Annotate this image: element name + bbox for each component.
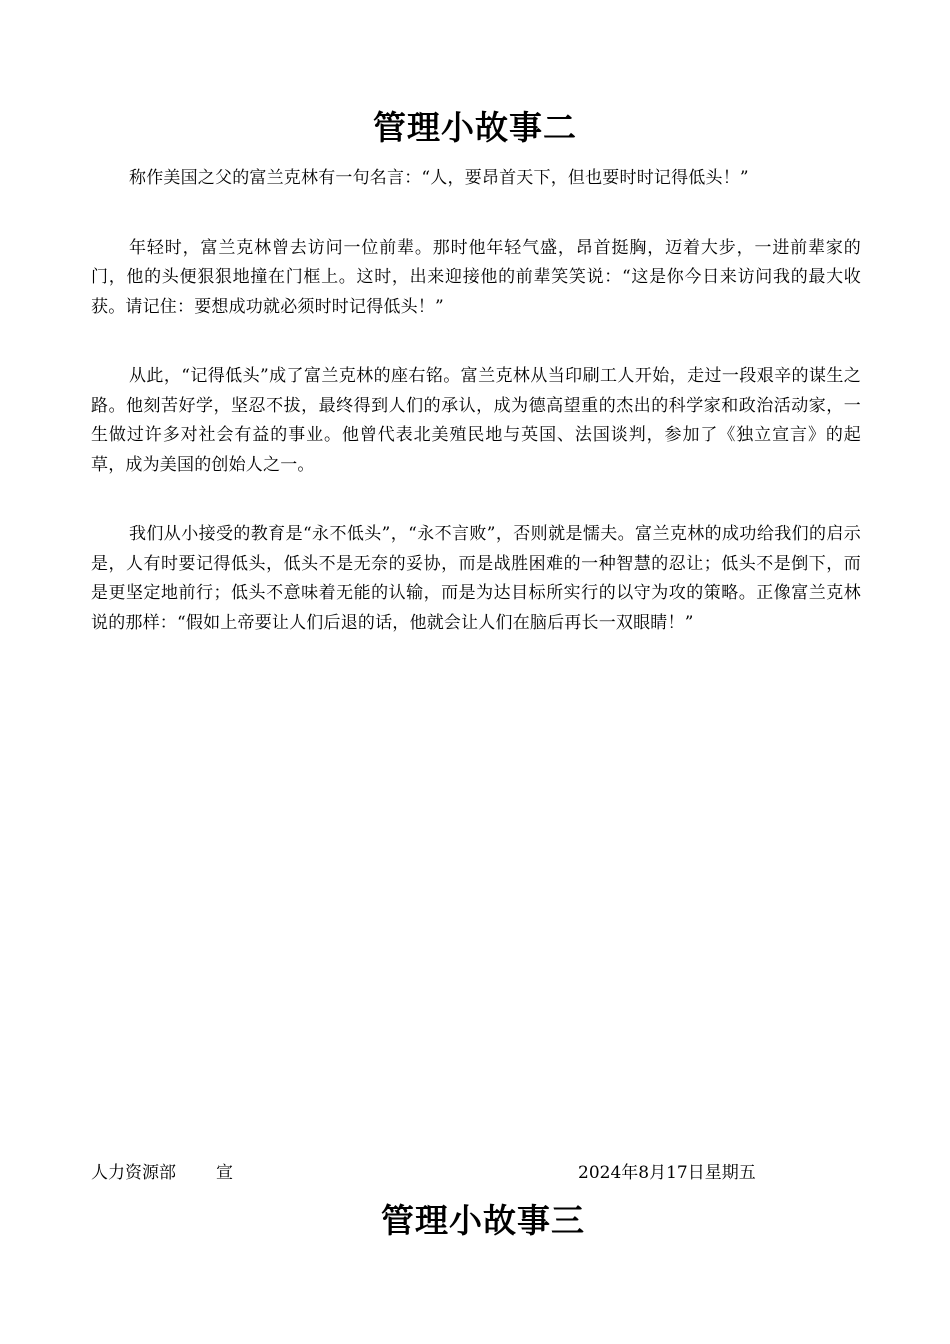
story-body-2 <box>91 164 861 678</box>
paragraph-1: 称作美国之父的富兰克林有一句名言：“人，要昂首天下，但也要时时记得低头！” <box>129 168 749 188</box>
footer-sign: 宣 <box>216 1163 233 1183</box>
story-title-3: 管理小故事三 <box>381 1201 585 1240</box>
paragraph-3: 从此，“记得低头”成了富兰克林的座右铭。富兰克林从当印刷工人开始，走过一段艰辛的谋生之路。他刻苦好学，坚忍不拔，最终得到人们的承认，成为德高望重的杰出的科学家和政治活动家，一生做过许多对社会有益的事业。他曾代表北美殖民地与英国、法国谈判，参加了《独立宣言》的起草，成为美国的创始人之一。 <box>91 366 861 475</box>
paragraph-4: 我们从小接受的教育是“永不低头”，“永不言败”，否则就是懦夫。富兰克林的成功给我们的启示是，人有时要记得低头，低头不是无奈的妥协，而是战胜困难的一种智慧的忍让；低头不是倒下，而是更坚定地前行；低头不意味着无能的认输，而是为达目标所实行的以守为攻的策略。正像富兰克林说的那样：“假如上帝要让人们后退的话，他就会让人们在脑后再长一双眼睛！” <box>91 524 861 633</box>
story-title-2: 管理小故事二 <box>373 108 577 147</box>
footer-date: 2024年8月17日星期五 <box>578 1163 756 1183</box>
page-footer <box>91 1158 861 1182</box>
paragraph-2: 年轻时，富兰克林曾去访问一位前辈。那时他年轻气盛，昂首挺胸，迈着大步，一进前辈家的门，他的头便狠狠地撞在门框上。这时，出来迎接他的前辈笑笑说：“这是你今日来访问我的最大收获。请记住：要想成功就必须时时记得低头！” <box>91 237 861 317</box>
footer-department: 人力资源部 <box>91 1163 176 1183</box>
